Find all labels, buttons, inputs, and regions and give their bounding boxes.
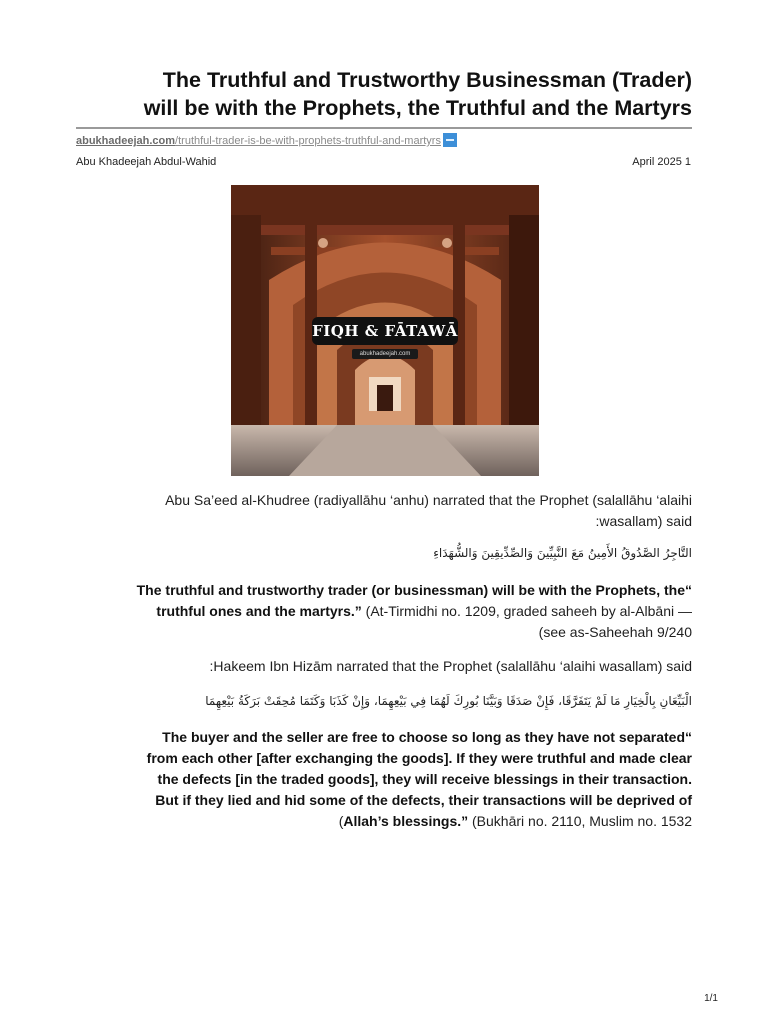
translation-1-line-2 (76, 601, 692, 622)
translation-1-line-3: (see as-Saheehah 9/240 (538, 624, 692, 640)
url-path[interactable]: /truthful-trader-is-be-with-prophets-truthful-and-martyrs (175, 135, 441, 147)
translation-1-quote-end: truthful ones and the martyrs.” (156, 603, 362, 619)
title-line-1: The Truthful and Trustworthy Businessman (Trader) (162, 68, 692, 92)
author-name: Abu Khadeejah Abdul-Wahid (76, 156, 217, 168)
translation-2-line-1: The buyer and the seller are free to choose so long as they have not separated“ (162, 729, 692, 745)
translation-2-line-5 (76, 811, 692, 832)
page-number: 1/1 (704, 993, 718, 1004)
publish-date: April 2025 1 (632, 156, 691, 168)
narration-intro-2: :Hakeem Ibn Hizām narrated that the Prophet (salallāhu ‘alaihi wasallam) said (209, 658, 692, 674)
arabic-hadith-1: التَّاجِرُ الصَّدُوقُ الأَمِينُ مَعَ النَّبِيِّينَ وَالصِّدِّيقِينَ وَالشُّهَدَاءِ (433, 546, 692, 560)
narration-intro-1 (76, 490, 692, 532)
translation-2-line-4: But if they lied and hid some of the defects, their transactions will be deprived of (155, 792, 692, 808)
arabic-hadith-2: الْبَيِّعَانِ بِالْخِيَارِ مَا لَمْ يَتَفَرَّقَا، فَإِنْ صَدَقَا وَبَيَّنَا بُورِكَ لَهُمَا فِي بَيْعِهِمَا، وَإِنْ كَذَبَا وَكَتَمَا مُحِقَتْ بَرَكَةُ بَيْعِهِمَا (205, 694, 692, 708)
translation-2-line-2: from each other [after exchanging the goods]. If they were truthful and made clear (146, 750, 692, 766)
title-divider (76, 127, 692, 129)
translation-1-line-1: The truthful and trustworthy trader (or businessman) will be with the Prophets, the“ (136, 582, 692, 598)
translation-2-line-3: the defects [in the traded goods], they will receive blessings in their transaction. (157, 771, 692, 787)
link-icon (443, 133, 457, 147)
translation-2-paren: ( (338, 813, 344, 829)
article-title (76, 66, 692, 122)
badge-website: abukhadeejah.com (352, 349, 418, 359)
url-domain[interactable]: abukhadeejah.com (76, 135, 176, 147)
translation-1-reference: (At-Tirmidhi no. 1209, graded saheeh by al-Albāni — (361, 603, 692, 619)
translation-2-reference: (Bukhāri no. 2110, Muslim no. 1532 (468, 813, 692, 829)
narration-intro-1-line-2: :wasallam) said (595, 513, 692, 529)
narration-intro-1-line-1: Abu Sa’eed al-Khudree (radiyallāhu ‘anhu) narrated that the Prophet (salallāhu ‘alaihi (165, 492, 692, 508)
title-line-2: will be with the Prophets, the Truthful and the Martyrs (143, 96, 692, 120)
translation-2-quote-end: Allah’s blessings.” (343, 813, 469, 829)
source-url[interactable] (76, 133, 457, 148)
hero-image (231, 185, 539, 476)
hadith-translation-1 (76, 580, 692, 643)
hadith-translation-2 (76, 727, 692, 832)
category-badge: FIQH & FĀTAWĀ (312, 317, 458, 345)
